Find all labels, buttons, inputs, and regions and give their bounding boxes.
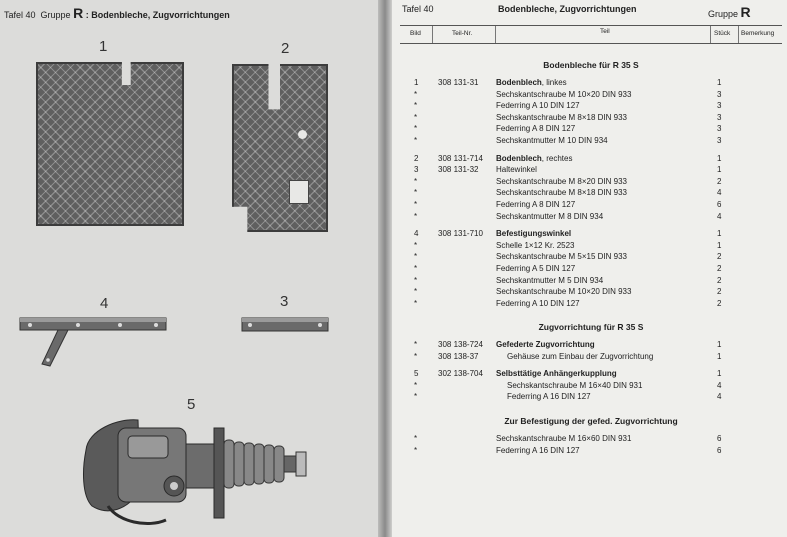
- row-stueck: 1: [717, 229, 722, 239]
- col-stueck: Stück: [714, 30, 731, 37]
- row-bild: *: [414, 112, 418, 122]
- row-bild: *: [414, 252, 418, 262]
- section-title: Bodenbleche für R 35 S: [543, 60, 639, 70]
- row-teil: Sechskantmutter M 8 DIN 934: [496, 211, 604, 221]
- row-teil: Sechskantschraube M 16×60 DIN 931: [496, 434, 632, 443]
- row-stueck: 2: [717, 275, 722, 285]
- table-row: [400, 136, 782, 147]
- row-bild: 4: [414, 229, 419, 239]
- left-tafel: Tafel 40: [4, 10, 36, 20]
- col-teil: Teil: [600, 28, 610, 35]
- row-bild: 1: [414, 78, 419, 87]
- row-teil-nr: 308 131-710: [438, 229, 483, 239]
- col-teil-nr: Teil-Nr.: [452, 30, 473, 37]
- row-stueck: 4: [717, 188, 722, 198]
- row-bild: *: [414, 445, 418, 455]
- row-teil: Befestigungswinkel: [496, 229, 572, 239]
- figure-label-5: 5: [187, 396, 196, 413]
- row-bild: *: [414, 136, 418, 145]
- row-bild: *: [414, 275, 418, 285]
- row-stueck: 2: [717, 264, 722, 273]
- figure-label-4: 4: [100, 295, 109, 312]
- row-bild: *: [414, 211, 418, 221]
- row-bild: 3: [414, 165, 419, 175]
- row-teil: Sechskantschraube M 10×20 DIN 933: [496, 287, 632, 297]
- table-row: [400, 434, 782, 445]
- row-bild: *: [414, 124, 418, 134]
- row-stueck: 2: [717, 298, 722, 308]
- row-teil: Sechskantschraube M 10×20 DIN 933: [496, 89, 632, 99]
- row-teil: Sechskantmutter M 5 DIN 934: [496, 275, 604, 285]
- table-row: [400, 241, 782, 252]
- row-bild: *: [414, 351, 418, 361]
- row-stueck: 2: [717, 287, 722, 297]
- row-bild: *: [414, 176, 418, 186]
- section-title: Zugvorrichtung für R 35 S: [538, 322, 644, 332]
- table-row: [400, 101, 782, 112]
- row-bild: *: [414, 340, 418, 349]
- table-row: [400, 188, 782, 199]
- row-stueck: 1: [717, 351, 722, 361]
- right-title: Bodenbleche, Zugvorrichtungen: [498, 4, 637, 14]
- floor-plate-left-image: [36, 62, 184, 226]
- row-stueck: 4: [717, 392, 722, 402]
- table-row: [400, 352, 782, 363]
- trailer-coupling-image: [78, 410, 318, 532]
- row-bild: *: [414, 188, 418, 198]
- table-row: [400, 200, 782, 211]
- row-stueck: 3: [717, 101, 722, 111]
- row-stueck: 3: [717, 124, 722, 134]
- row-teil: Haltewinkel: [496, 165, 537, 175]
- row-teil: Gehäuse zum Einbau der Zugvorrichtung: [507, 351, 654, 361]
- book-gutter: [378, 0, 392, 537]
- table-row: [400, 252, 782, 263]
- table-row: [400, 78, 782, 89]
- right-gruppe-label: Gruppe: [708, 9, 739, 19]
- row-bild: *: [414, 200, 418, 209]
- table-row: [400, 340, 782, 351]
- row-teil: Sechskantmutter M 10 DIN 934: [496, 136, 608, 145]
- table-row: [400, 229, 782, 240]
- row-stueck: 1: [717, 369, 722, 379]
- figure-label-3: 3: [280, 293, 289, 310]
- row-teil: Sechskantschraube M 8×18 DIN 933: [496, 188, 627, 198]
- row-teil-nr: 308 138-37: [438, 351, 479, 361]
- row-bild: *: [414, 380, 418, 390]
- left-gruppe-letter: R: [73, 5, 84, 21]
- row-teil: Sechskantschraube M 8×20 DIN 933: [496, 176, 627, 186]
- row-stueck: 3: [717, 89, 722, 99]
- table-row: [400, 124, 782, 135]
- col-bemerkung: Bemerkung: [741, 30, 775, 37]
- row-teil: Bodenblech, rechtes: [496, 153, 573, 163]
- table-row: [400, 154, 782, 165]
- row-bild: 5: [414, 369, 419, 379]
- row-stueck: 1: [717, 340, 722, 349]
- row-stueck: 3: [717, 112, 722, 122]
- left-title: : Bodenbleche, Zugvorrichtungen: [85, 10, 230, 20]
- left-header: [4, 5, 230, 21]
- row-teil: Schelle 1×12 Kr. 2523: [496, 240, 575, 250]
- table-row: [400, 113, 782, 124]
- figure-label-1: 1: [99, 38, 108, 55]
- row-bild: *: [414, 240, 418, 250]
- row-teil: Sechskantschraube M 5×15 DIN 933: [496, 252, 627, 262]
- plate-hole: [298, 130, 307, 139]
- row-bild: *: [414, 298, 418, 308]
- figure-label-2: 2: [281, 40, 290, 57]
- row-stueck: 1: [717, 240, 722, 250]
- row-stueck: 3: [717, 136, 722, 145]
- row-teil-nr: 308 131-31: [438, 78, 479, 87]
- row-stueck: 6: [717, 200, 722, 209]
- row-teil: Federring A 10 DIN 127: [496, 298, 580, 308]
- row-teil-nr: 302 138-704: [438, 369, 483, 379]
- row-teil: Federring A 16 DIN 127: [496, 445, 580, 455]
- right-tafel: Tafel 40: [402, 4, 434, 14]
- table-row: [400, 381, 782, 392]
- section-title: Zur Befestigung der gefed. Zugvorrichtung: [504, 416, 678, 426]
- row-teil: Federring A 10 DIN 127: [496, 101, 580, 111]
- right-gruppe: [708, 4, 751, 20]
- row-stueck: 4: [717, 380, 722, 390]
- retaining-bracket-image: [240, 314, 330, 336]
- table-row: [400, 446, 782, 457]
- floor-plate-right-image: [232, 64, 328, 232]
- row-bild: *: [414, 434, 418, 443]
- row-bild: 2: [414, 153, 419, 163]
- row-teil: Federring A 8 DIN 127: [496, 200, 576, 209]
- right-gruppe-letter: R: [740, 4, 751, 20]
- row-bild: *: [414, 287, 418, 297]
- table-row: [400, 299, 782, 310]
- row-teil: Bodenblech, linkes: [496, 78, 567, 87]
- row-teil: Gefederte Zugvorrichtung: [496, 340, 595, 349]
- row-stueck: 4: [717, 211, 722, 221]
- row-teil: Sechskantschraube M 8×18 DIN 933: [496, 112, 627, 122]
- plate-cutout: [289, 180, 309, 204]
- table-row: [400, 369, 782, 380]
- right-page: [392, 0, 787, 537]
- table-header: [400, 25, 782, 44]
- row-stueck: 2: [717, 176, 722, 186]
- row-bild: *: [414, 101, 418, 111]
- left-gruppe-label: Gruppe: [40, 10, 71, 20]
- row-teil-nr: 308 131-714: [438, 153, 483, 163]
- table-row: [400, 276, 782, 287]
- row-stueck: 1: [717, 78, 722, 87]
- row-teil: Sechskantschraube M 16×40 DIN 931: [507, 380, 643, 390]
- row-teil: Federring A 8 DIN 127: [496, 124, 576, 134]
- row-bild: *: [414, 392, 418, 402]
- row-teil-nr: 308 131-32: [438, 165, 479, 175]
- row-stueck: 2: [717, 252, 722, 262]
- table-row: [400, 287, 782, 298]
- table-row: [400, 212, 782, 223]
- row-bild: *: [414, 264, 418, 273]
- mounting-bracket-image: [18, 314, 168, 370]
- row-teil: Federring A 5 DIN 127: [496, 264, 576, 273]
- row-stueck: 6: [717, 434, 722, 443]
- row-stueck: 1: [717, 153, 722, 163]
- table-row: [400, 392, 782, 403]
- col-bild: Bild: [410, 30, 421, 37]
- left-page: [0, 0, 378, 537]
- row-bild: *: [414, 89, 418, 99]
- row-teil-nr: 308 138-724: [438, 340, 483, 349]
- table-row: [400, 165, 782, 176]
- table-row: [400, 264, 782, 275]
- row-stueck: 6: [717, 445, 722, 455]
- row-teil: Selbsttätige Anhängerkupplung: [496, 369, 617, 379]
- table-row: [400, 177, 782, 188]
- row-teil: Federring A 16 DIN 127: [507, 392, 591, 402]
- row-stueck: 1: [717, 165, 722, 175]
- table-row: [400, 90, 782, 101]
